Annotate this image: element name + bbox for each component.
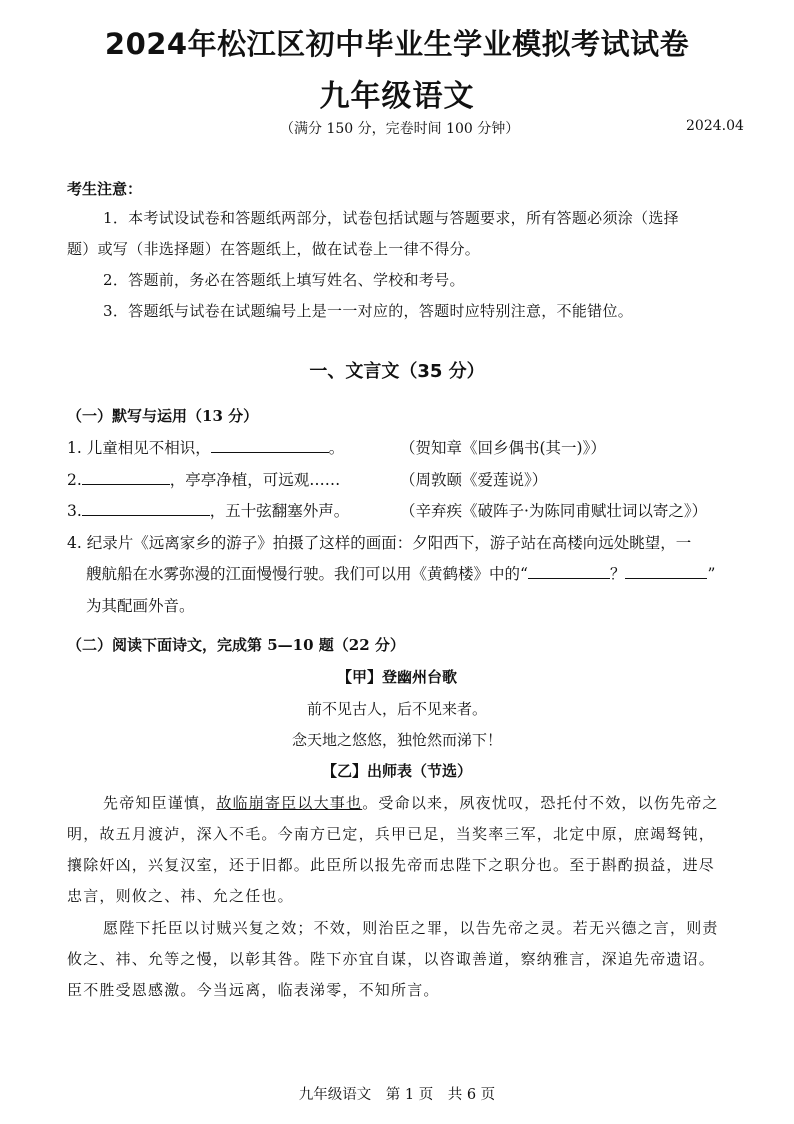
question-2 [67, 468, 340, 490]
question-4-text: 艘航船在水雾弥漫的江面慢慢行驶。我们可以用《黄鹤楼》中的“ [86, 565, 528, 583]
question-1-end: 。 [328, 439, 345, 457]
prose-line: 忠言，则攸之、祎、允之任也。 [67, 887, 294, 905]
exam-title: 2024年松江区初中毕业生学业模拟考试试卷 [104, 27, 690, 61]
answer-blank[interactable] [625, 564, 707, 579]
notice-item-3: 3．答题纸与试卷在试题编号上是一一对应的，答题时应特别注意，不能错位。 [103, 302, 634, 320]
part1-heading: （一）默写与运用（13 分） [67, 407, 259, 425]
part2-heading: （二）阅读下面诗文，完成第 5—10 题（22 分） [67, 636, 405, 654]
poem-line: 念天地之悠悠，独怆然而涕下！ [291, 731, 502, 749]
question-2-text: ，亭亭净植，可远观…… [169, 471, 341, 489]
text-title: 【乙】出师表（节选） [321, 762, 472, 780]
question-1-text: 1. 儿童相见不相识， [67, 439, 211, 457]
notice-item-2: 2．答题前，务必在答题纸上填写姓名、学校和考号。 [103, 271, 465, 289]
poem-line: 前不见古人，后不见来者。 [306, 700, 487, 718]
exam-date: 2024.04 [686, 118, 744, 134]
exam-subtitle: 九年级语文 [319, 79, 475, 114]
section-heading: 一、文言文（35 分） [309, 361, 485, 382]
page-footer: 九年级语文 第 1 页 共 6 页 [298, 1087, 496, 1103]
prose-line: 明，故五月渡泸，深入不毛。今南方已定，兵甲已足，当奖率三军，北定中原，庶竭驽钝， [67, 825, 716, 843]
answer-blank[interactable] [82, 470, 170, 485]
notice-heading: 考生注意： [67, 180, 143, 198]
question-3 [67, 499, 349, 521]
prose-line: 攘除奸凶，兴复汉室，还于旧都。此臣所以报先帝而忠陛下之职分也。至于斟酌损益，进尽 [67, 856, 716, 874]
question-4-mark: ？ [609, 565, 626, 583]
question-3-text: ，五十弦翻塞外声。 [209, 502, 350, 520]
prose-lead: 先帝知臣谨慎， [103, 794, 217, 812]
notice-item-1: 1．本考试设试卷和答题纸两部分，试卷包括试题与答题要求，所有答题必须涂（选择 [103, 209, 679, 227]
question-4-quote-end: ” [707, 565, 716, 583]
question-4: 4. 纪录片《远离家乡的游子》拍摄了这样的画面：夕阳西下，游子站在高楼向远处眺望，一 [67, 534, 692, 552]
question-1-source: （贺知章《回乡偶书(其一)》） [400, 439, 606, 457]
answer-blank[interactable] [211, 438, 329, 453]
exam-meta: （满分 150 分，完卷时间 100 分钟） [280, 121, 520, 137]
question-3-number: 3. [67, 502, 82, 520]
question-4-end: 为其配画外音。 [86, 597, 195, 615]
question-2-number: 2. [67, 471, 82, 489]
question-2-source: （周敦颐《爱莲说》） [400, 471, 548, 489]
question-3-source: （辛弃疾《破阵子·为陈同甫赋壮词以寄之》） [400, 502, 708, 520]
prose-line [103, 792, 719, 813]
prose-line: 愿陛下托臣以讨贼兴复之效；不效，则治臣之罪，以告先帝之灵。若无兴德之言，则责 [103, 919, 719, 937]
poem-title: 【甲】登幽州台歌 [336, 668, 457, 686]
notice-item-1-cont: 题）或写（非选择题）在答题纸上，做在试卷上一律不得分。 [67, 240, 481, 258]
question-1 [67, 436, 344, 458]
question-4-cont [86, 562, 715, 584]
prose-line: 攸之、祎、允等之慢，以彰其咎。陛下亦宜自谋，以咨诹善道，察纳雅言，深追先帝遗诏。 [67, 950, 716, 968]
answer-blank[interactable] [82, 501, 210, 516]
underlined-sentence: 故临崩寄臣以大事也 [216, 794, 363, 812]
prose-rest: 。受命以来，夙夜忧叹，恐托付不效，以伤先帝之 [362, 794, 719, 812]
prose-line: 臣不胜受恩感激。今当远离，临表涕零，不知所言。 [67, 981, 440, 999]
answer-blank[interactable] [528, 564, 610, 579]
